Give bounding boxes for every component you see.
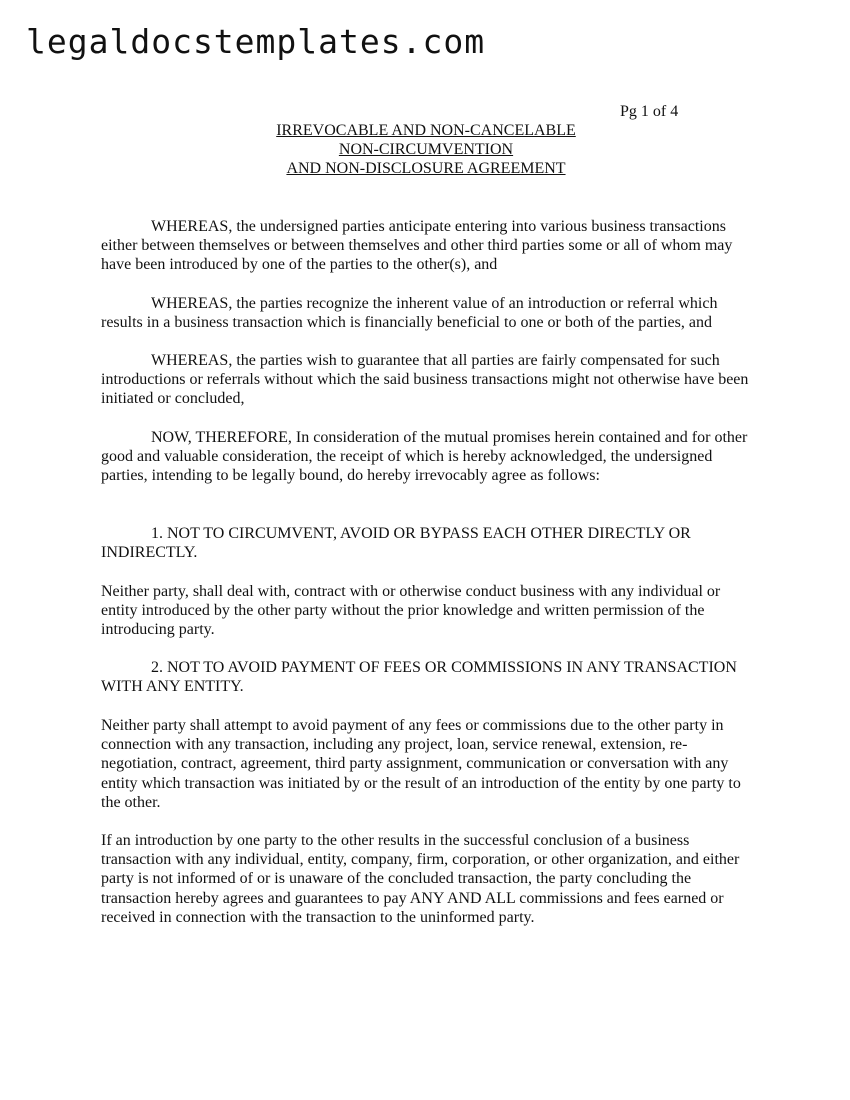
title-line: AND NON-DISCLOSURE AGREEMENT <box>286 160 566 178</box>
title-line: IRREVOCABLE AND NON-CANCELABLE <box>276 122 576 139</box>
recital-paragraph: WHEREAS, the undersigned parties anticipate entering into various business transactions either between themselves or between themselves and other third parties some or all of whom may have been introduced by one of the parties to the other(s), and <box>101 218 733 274</box>
section-heading: 2. NOT TO AVOID PAYMENT OF FEES OR COMMISSIONS IN ANY TRANSACTION WITH ANY ENTITY. <box>101 659 737 696</box>
title-line: NON-CIRCUMVENTION <box>338 141 514 159</box>
section-heading: 1. NOT TO CIRCUMVENT, AVOID OR BYPASS EACH OTHER DIRECTLY OR INDIRECTLY. <box>101 525 691 562</box>
section-paragraph: If an introduction by one party to the other results in the successful conclusion of a business transaction with any individual, entity, company, firm, corporation, or other organization, and either party is not informed of or is unaware of the concluded transaction, the party concluding the transaction hereby agrees and guarantees to pay ANY AND ALL commissions and fees earned or received in connection with the transaction to the uninformed party. <box>101 832 740 926</box>
recital-paragraph: WHEREAS, the parties recognize the inherent value of an introduction or referral which results in a business transaction which is financially beneficial to one or both of the parties, and <box>101 295 718 332</box>
document-title <box>101 121 751 179</box>
recital-paragraph: WHEREAS, the parties wish to guarantee that all parties are fairly compensated for such introductions or referrals without which the said business transactions might not otherwise have been initiated or concluded, <box>101 352 749 408</box>
site-watermark: legaldocstemplates.com <box>26 22 486 61</box>
section-paragraph: Neither party, shall deal with, contract with or otherwise conduct business with any individual or entity introduced by the other party without the prior knowledge and written permission of the introducing party. <box>101 583 721 639</box>
page-number: Pg 1 of 4 <box>620 103 679 120</box>
recital-paragraph: NOW, THEREFORE, In consideration of the mutual promises herein contained and for other good and valuable consideration, the receipt of which is hereby acknowledged, the undersigned parties, intending to be legally bound, do hereby irrevocably agree as follows: <box>101 429 748 485</box>
section-paragraph: Neither party shall attempt to avoid payment of any fees or commissions due to the other party in connection with any transaction, including any project, loan, service renewal, extension, re-negotiation, contract, agreement, third party assignment, communication or conversation with any entity which transaction was initiated by or the result of an introduction of the entity by one party to the other. <box>101 717 741 811</box>
